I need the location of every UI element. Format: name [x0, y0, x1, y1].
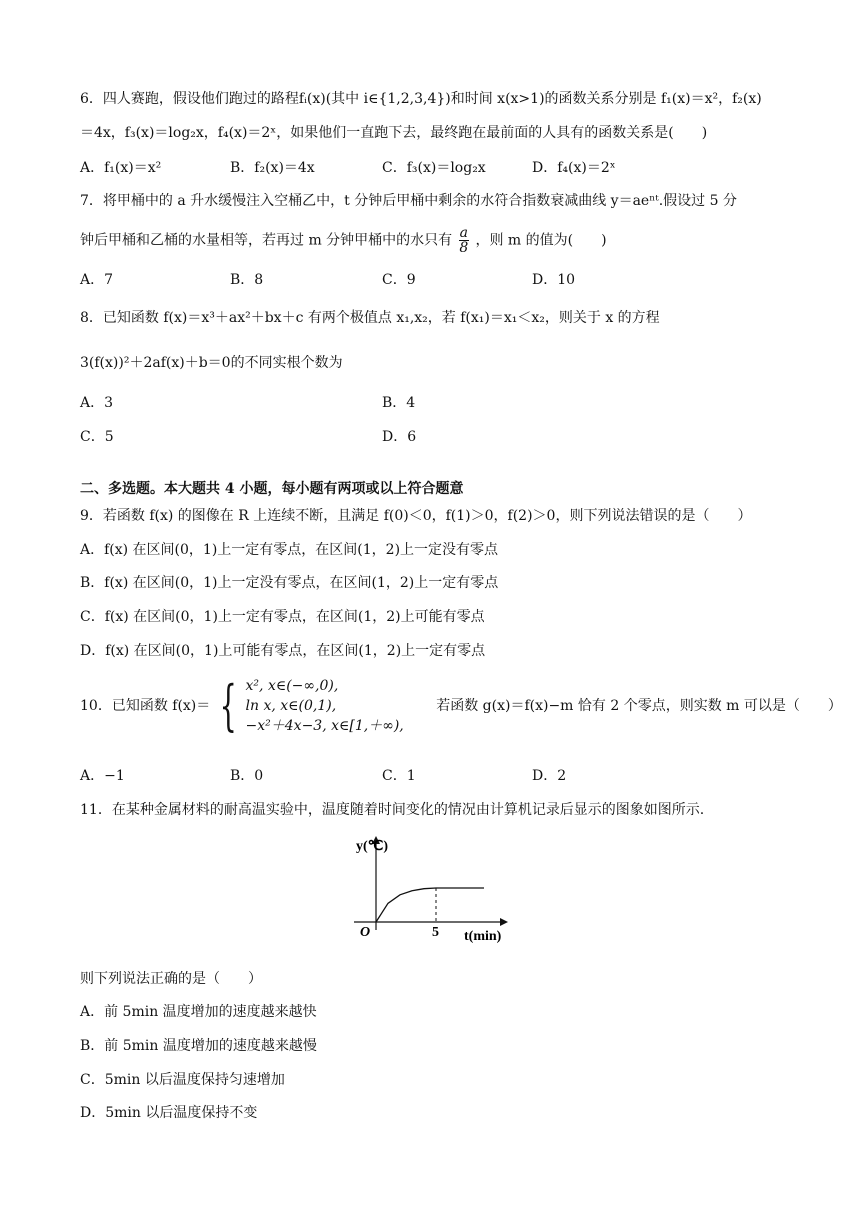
q11-option-b[interactable]: B．前 5min 温度增加的速度越来越慢 — [80, 1038, 317, 1054]
q11-question: 则下列说法正确的是（ ） — [80, 971, 262, 987]
q8-stem-line2: 3(f(x))²＋2af(x)＋b＝0的不同实根个数为 — [80, 355, 343, 371]
q6-option-a[interactable]: A．f₁(x)＝x² — [80, 160, 162, 176]
q7-options — [80, 270, 800, 290]
q11-option-a[interactable]: A．前 5min 温度增加的速度越来越快 — [80, 1004, 317, 1020]
q6-options — [80, 158, 800, 178]
q8-options-row2 — [80, 427, 800, 447]
q8-stem-line1: 8．已知函数 f(x)＝x³＋ax²＋bx＋c 有两个极值点 x₁,x₂，若 f(x₁)＝x₁＜x₂，则关于 x 的方程 — [80, 310, 660, 326]
q7-fraction-numerator: a — [459, 225, 468, 241]
q7-stem-line2 — [80, 226, 607, 255]
q9-option-a[interactable]: A．f(x) 在区间(0，1)上一定有零点，在区间(1，2)上一定没有零点 — [80, 542, 499, 558]
q10-case-2: ln x, x∈(0,1), — [245, 698, 337, 714]
q7-stem-line2-post: ，则 m 的值为( ) — [475, 232, 607, 249]
q11-stem: 11．在某种金属材料的耐高温实验中，温度随着时间变化的情况由计算机记录后显示的图象如图所示. — [80, 802, 705, 818]
q7-stem-line2-pre: 钟后甲桶和乙桶的水量相等，若再过 m 分钟甲桶中的水只有 — [80, 232, 453, 249]
q7-option-a[interactable]: A．7 — [80, 272, 114, 288]
brace-symbol: { — [219, 674, 237, 737]
q7-fraction-denominator: 8 — [459, 240, 469, 256]
q11-option-c[interactable]: C．5min 以后温度保持匀速增加 — [80, 1072, 285, 1088]
q8-option-b[interactable]: B．4 — [382, 395, 416, 411]
q10-option-d[interactable]: D．2 — [532, 768, 567, 784]
q8-option-c[interactable]: C．5 — [80, 429, 114, 445]
q9-option-c[interactable]: C．f(x) 在区间(0，1)上一定有零点，在区间(1，2)上可能有零点 — [80, 609, 485, 625]
q9-stem: 9．若函数 f(x) 的图像在 R 上连续不断，且满足 f(0)＜0，f(1)＞0，f(2)＞0，则下列说法错误的是（ ） — [80, 508, 752, 524]
q10-option-a[interactable]: A．−1 — [80, 768, 125, 784]
q10-option-c[interactable]: C．1 — [382, 768, 416, 784]
q7-stem-line1: 7．将甲桶中的 a 升水缓慢注入空桶乙中，t 分钟后甲桶中剩余的水符合指数衰减曲线 y＝aeⁿᵗ.假设过 5 分 — [80, 193, 737, 209]
q10-options — [80, 766, 800, 786]
q9-option-b[interactable]: B．f(x) 在区间(0，1)上一定没有零点，在区间(1，2)上一定有零点 — [80, 575, 499, 591]
q11-option-d[interactable]: D．5min 以后温度保持不变 — [80, 1105, 258, 1121]
q10-stem-post: 若函数 g(x)＝f(x)−m 恰有 2 个零点，则实数 m 可以是（ ） — [436, 698, 842, 714]
q7-fraction — [459, 226, 469, 255]
q10-piecewise — [246, 676, 404, 736]
q7-option-c[interactable]: C．9 — [382, 272, 416, 288]
q6-option-c[interactable]: C．f₃(x)＝log₂x — [382, 160, 486, 176]
y-axis-label: y(℃) — [356, 839, 389, 854]
q10-stem — [80, 676, 842, 742]
origin-label: O — [360, 925, 371, 940]
x-axis-label: t(min) — [464, 929, 502, 944]
q10-option-b[interactable]: B．0 — [230, 768, 264, 784]
q6-stem-line1: 6．四人赛跑，假设他们跑过的路程fᵢ(x)(其中 i∈{1,2,3,4})和时间 x(x>1)的函数关系分别是 f₁(x)＝x²，f₂(x) — [80, 91, 762, 107]
q10-stem-pre: 10．已知函数 f(x)＝ — [80, 698, 211, 714]
q10-case-3: −x²＋4x−3, x∈[1,＋∞), — [245, 718, 404, 734]
q6-stem-line2: ＝4x，f₃(x)＝log₂x，f₄(x)＝2ˣ，如果他们一直跑下去，最终跑在最前面的人具有的函数关系是( ) — [80, 125, 708, 141]
series-line — [376, 888, 484, 922]
section2-heading: 二、多选题。本大题共 4 小题，每小题有两项或以上符合题意 — [80, 481, 464, 497]
q9-option-d[interactable]: D．f(x) 在区间(0，1)上可能有零点，在区间(1，2)上一定有零点 — [80, 643, 486, 659]
q11-temperature-chart — [340, 830, 520, 950]
q8-option-d[interactable]: D．6 — [382, 429, 417, 445]
q7-option-b[interactable]: B．8 — [230, 272, 264, 288]
q8-options-row1 — [80, 393, 800, 413]
q8-option-a[interactable]: A．3 — [80, 395, 114, 411]
x-tick-label: 5 — [432, 925, 439, 940]
q6-option-d[interactable]: D．f₄(x)＝2ˣ — [532, 160, 616, 176]
q6-option-b[interactable]: B．f₂(x)＝4x — [230, 160, 315, 176]
q7-option-d[interactable]: D．10 — [532, 272, 576, 288]
x-axis-arrow — [500, 918, 508, 926]
q10-case-1: x², x∈(−∞,0), — [245, 678, 339, 694]
